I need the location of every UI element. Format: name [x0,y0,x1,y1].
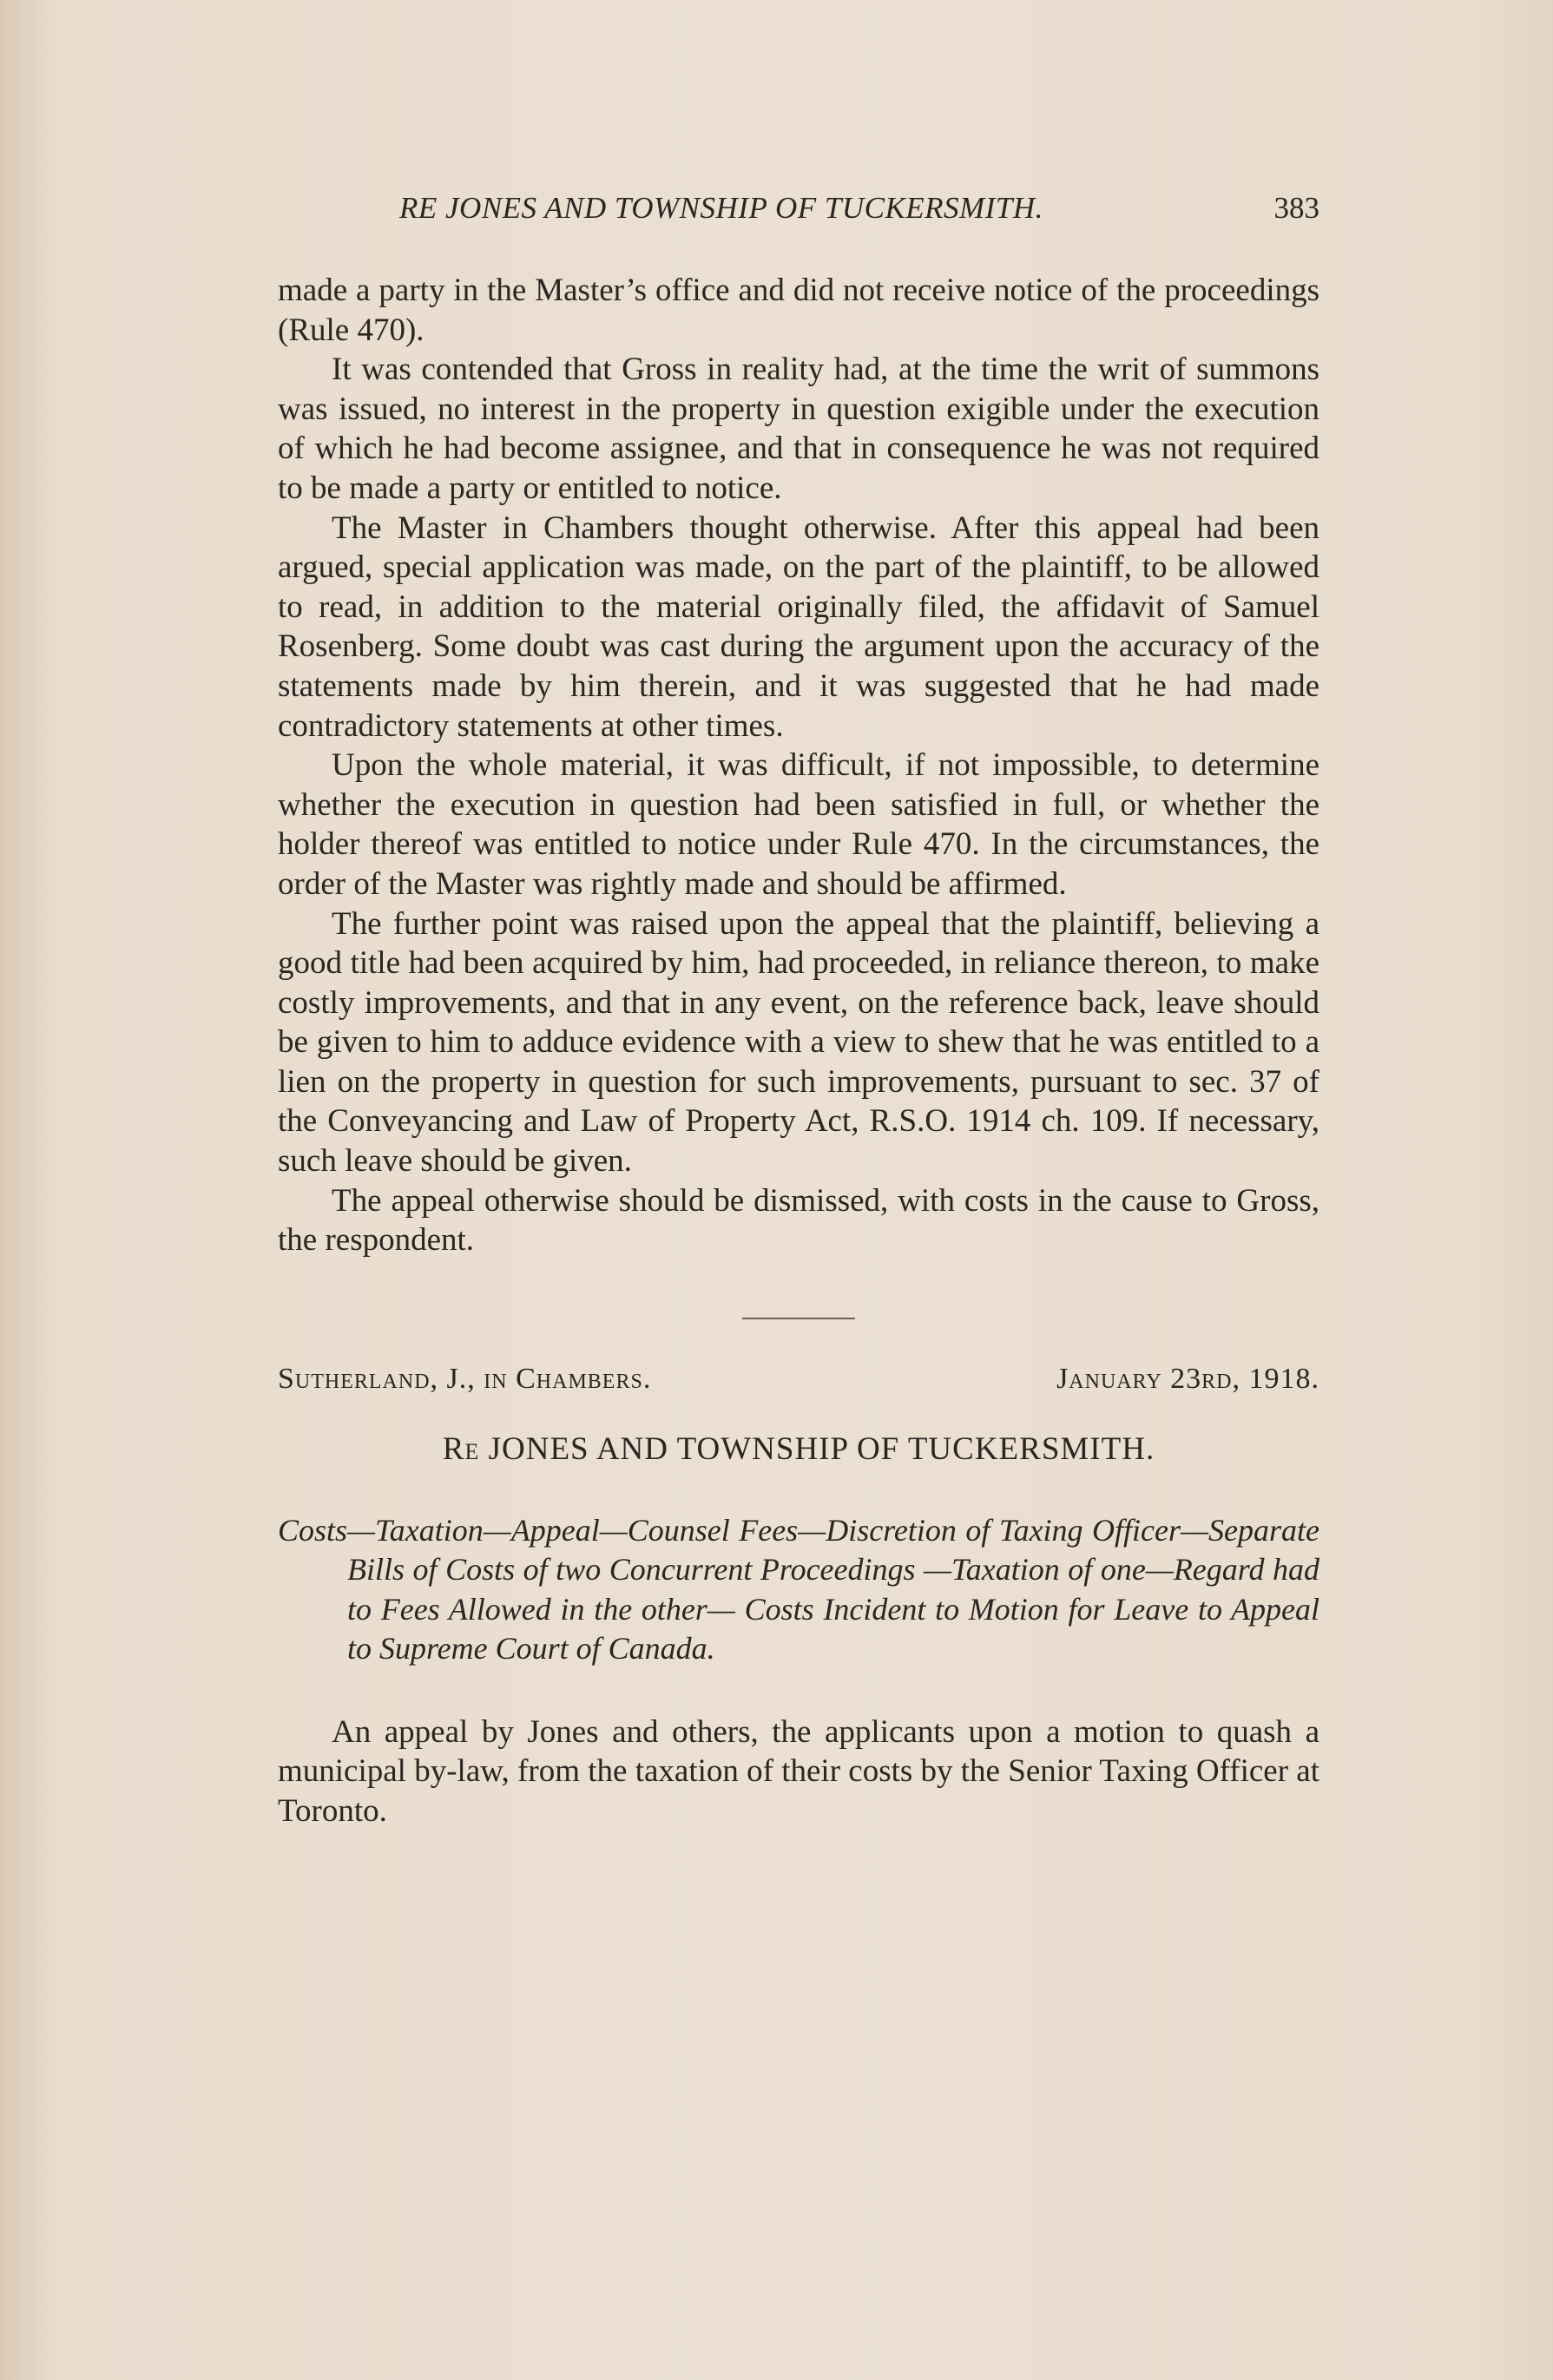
paragraph: Upon the whole material, it was difficult, if not impossible, to determine whether the execution in question had been satisfied in full, or whether the holder thereof was entitled to notice under Rule 470. In the circumstances, the order of the Master was rightly made and should be affirmed. [278,747,1319,902]
judgment-date: January 23rd, 1918. [1056,1362,1319,1395]
paragraph-continued: made a party in the Master’s office and did not receive notice of the proceedings (Rule 470). [278,273,1319,348]
case-title [278,1430,1319,1468]
case-title-text: JONES AND TOWNSHIP OF TUCKERSMITH. [488,1430,1155,1467]
court-line [278,1363,1319,1396]
headnote: Costs—Taxation—Appeal—Counsel Fees—Discretion of Taxing Officer—Separate Bills of Costs of two Concurrent Proceedings —Taxation of one—Regard had to Fees Allowed in the other— Costs Incident to Motion for Leave to Appeal to Supreme Court of Canada. [278,1512,1319,1667]
section-divider [742,1318,855,1319]
paragraph: The Master in Chambers thought otherwise. After this appeal had been argued, special application was made, on the part of the plaintiff, to be allowed to read, in addition to the material originally filed, the affidavit of Samuel Rosenberg. Some doubt was cast during the argument upon the accuracy of the statements made by him therein, and it was suggested that he had made contradictory statements at other times. [278,510,1319,744]
opening-paragraph: An appeal by Jones and others, the applicants upon a motion to quash a municipal by-law, from the taxation of their costs by the Senior Taxing Officer at Toronto. [278,1713,1319,1830]
case-title-prefix: Re [442,1430,480,1467]
court-judge: Sutherland, J., in Chambers. [278,1362,652,1395]
paragraph: The appeal otherwise should be dismissed, with costs in the cause to Gross, the respondent. [278,1182,1319,1259]
paragraph: It was contended that Gross in reality had, at the time the writ of summons was issued, no interest in the property in question exigible under the execution of which he had become assignee, and that in consequence he was not required to be made a party or entitled to notice. [278,352,1319,506]
running-head-title: RE JONES AND TOWNSHIP OF TUCKERSMITH. [399,191,1043,225]
paragraph: The further point was raised upon the appeal that the plaintiff, believing a good title had been acquired by him, had proceeded, in reliance thereon, to make costly improvements, and that in any event, on the reference back, leave should be given to him to adduce evidence with a view to shew that he was entitled to a lien on the property in question for such improvements, pursuant to sec. 37 of the Conveyancing and Law of Property Act, R.S.O. 1914 ch. 109. If necessary, such leave should be given. [278,905,1319,1180]
document-page [278,191,1319,1831]
page-number: 383 [1273,191,1319,225]
running-head [278,191,1319,226]
